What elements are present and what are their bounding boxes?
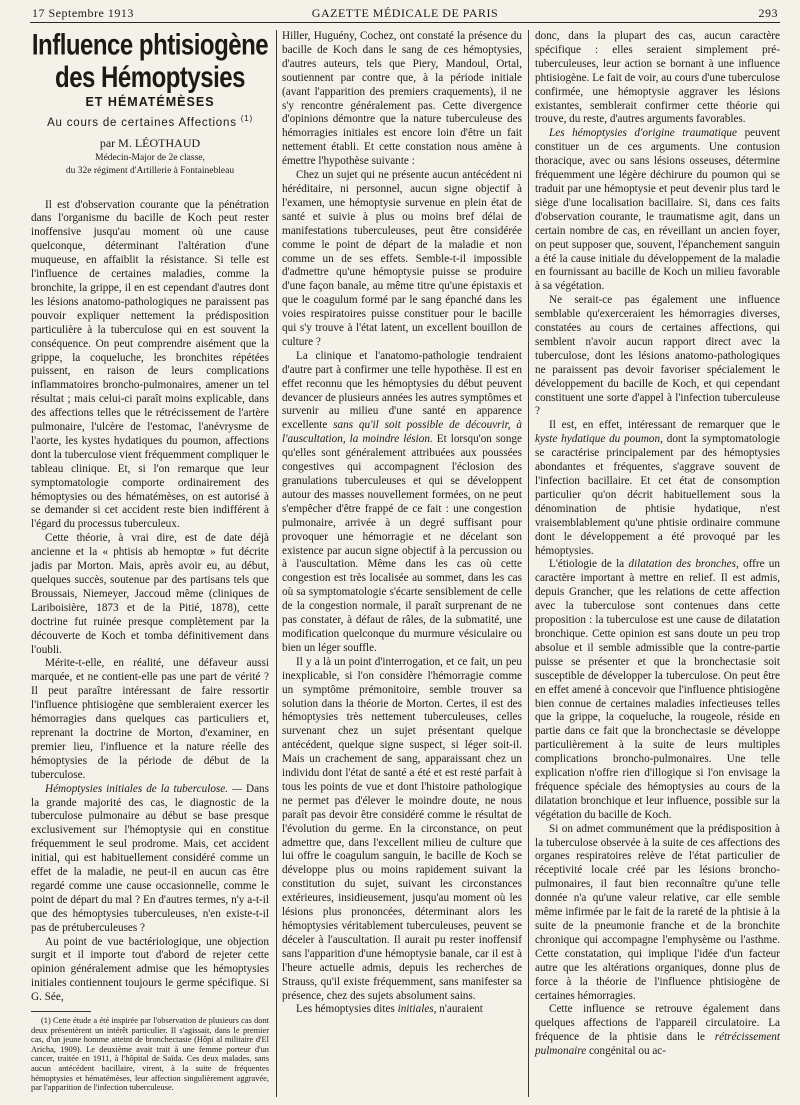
paragraph: Chez un sujet qui ne présente aucun antécédent ni héréditaire, ni personnel, aucun signe objectif à l'examen, une hémoptysie survenue en plein état de santé et suivie à plus ou moins bref délai de manifestations tuberculeuses, peut être considérée comme le point de départ de la maladie et non comme un de ses effets. Semble-t-il impossible d'admettre qu'une hémoptysie puisse se produire d'une façon banale, au même titre qu'une épistaxis et que le coagulum formé par le sang épanché dans les voies respiratoires puisse constituer pour le bacille qui s'y trouve à l'état latent, un excellent bouillon de culture ?: [282, 169, 522, 348]
article-title: Influence phtisiogène des Hémoptysies: [31, 28, 269, 95]
paragraph: Il est, en effet, intéressant de remarquer que le kyste hydatique du poumon, dont la symptomatologie se caractérise principalement par des hémoptysies abondantes et fréquentes, s'aggrave souvent de l'infection bacillaire. Et cet état de consomption particulier qu'on décrit habituellement sous la dénomination de phtisie hydatique, n'est vraisemblablement qu'une phtisie ordinaire commune dont le développement a été provoqué par les hémoptysies.: [535, 419, 780, 557]
section-lead: Hémoptysies initiales de la tuberculose. —: [45, 782, 242, 795]
paragraph: donc, dans la plupart des cas, aucun caractère spécifique : elles seraient simplement pré-tuberculeuses, leur action se bornant à une influence phtisiogène. Le fait de voir, au cours d'une tuberculose confirmée, une hémoptysie aggraver les lésions existantes, semblerait confirmer cette théorie qui trouve, du reste, d'autres arguments favorables.: [535, 30, 780, 126]
paragraph: Au point de vue bactériologique, une objection surgit et il importe tout d'abord de rejeter cette opinion généralement admise que les hémoptysies initiales contiennent toujours le germe spécifique. Si G. Sée,: [31, 935, 269, 1004]
column-3: [535, 30, 780, 1059]
article-subtitle: ET HÉMATÉMÈSES: [85, 95, 215, 109]
column-1: [31, 30, 269, 1093]
author-affiliation-1: Médecin-Major de 2e classe,: [95, 152, 205, 163]
paragraph: Cette théorie, à vrai dire, est de date déjà ancienne et la « phtisis ab hemoptœ » fut décrite jadis par Morton. Mais, après avoir eu, au début, quelques succès, soutenue par des partisans tels que Broussais, Niemeyer, Jaccoud même (cliniques de Lariboisière, 1873 et de la Pitié, 1878), cette doctrine fut ruinée presque complètement par la découverte de Koch et tomba définitivement dans l'oubli.: [31, 532, 269, 656]
paragraph: Les hémoptysies dites initiales, n'auraient: [296, 1003, 483, 1016]
paragraph: Hiller, Huguény, Cochez, ont constaté la présence du bacille de Koch dans le sang de ces hémoptysies, d'autres auteurs, tels que Piery, Mandoul, Ortal, soutiennent par contre que, à la période initiale (avant l'apparition des premiers craquements), il ne s'y rencontre généralement pas. Cette divergence d'opinions démontre que la nature tuberculeuse des hémorragies initiales est encore loin d'être un fait nettement établi. Et cette constation nous amène à émettre l'hypothèse suivante :: [282, 30, 522, 168]
paragraph: Il y a là un point d'interrogation, et ce fait, un peu inexplicable, si l'on considère l'hémorragie comme un symptôme prémonitoire, semble trouver sa solution dans la théorie de Morton. Certes, il est des hémoptysies très nettement tuberculeuses, celles survenant chez un sujet présentant quelque antécédent, quelque signe suspect, si léger soit-il. Mais un crachement de sang, apparaissant chez un individu dont l'état de santé a été et est resté parfait à tous les points de vue et dont l'histoire pathologique ne permet pas d'élever le moindre doute, ne nous paraît pas devoir être considéré comme le résultat de l'évolution du germe. En la circonstance, on peut admettre que, dans l'excellent milieu de culture que lui offre le coagulum sanguin, le bacille de Koch se développe plus ou moins rapidement suivant la constitution du sujet, suivant les circonstances extérieures, insidieusement, jusqu'au moment où les lésions plus prononcées, déterminant alors les hémoptysies véritablement tuberculeuses, peuvent se déceler à l'auscultation. Il aurait pu rester inoffensif sans l'apparition d'une hémoptysie banale, car il est à l'heure actuelle admis, depuis les recherches de Strauss, qu'il existe fréquemment, sans manifester sa présence, chez des sujets absolument sains.: [282, 655, 522, 1002]
paragraph: Si on admet communément que la prédisposition à la tuberculose observée à la suite de ces affections des organes respiratoires relève de l'état particulier de réceptivité locale créé par les lésions broncho-pulmonaires, il faut bien reconnaître qu'une telle donnée n'a qu'une valeur relative, car elle semble même infirmée par le fait de la rareté de la phtisie à la suite de la pneumonie franche et de la bronchite chronique qui accompagne l'emphysème ou l'asthme. Cette constatation, qui implique l'idée d'un facteur autre que les altérations organiques, donne plus de force à la théorie de l'influence phtisiogène de certaines hémorragies.: [535, 822, 780, 1002]
paragraph: L'étiologie de la dilatation des bronches, offre un caractère important à mettre en relief. Il est admis, depuis Grancher, que les relations de cette affection avec la tuberculose sont contenues dans cette proposition : la tuberculose est une cause de dilatation bronchique. Cette opinion est sans doute un peu trop absolue et il semble admissible que la contre-partie puisse se présenter et que la bronchectasie soit susceptible de développer la tuberculose. On peut être en effet amené à concevoir que l'influence phtisiogène bien connue de certaines maladies infectieuses telles que la grippe, la coqueluche, la rougeole, réside en partie dans ce fait que la bronchectasie se développe particulièrement à la suite de leurs multiples complications broncho-pulmonaires. Une telle explication n'offre rien d'illogique si l'on envisage la fréquence spéciale des hémoptysies au cours de la dilatation bronchique et leur influence, possible sur la végétation du bacille de Koch.: [535, 558, 780, 821]
article-subtitle-2: [31, 112, 269, 131]
paragraph: Ne serait-ce pas également une influence semblable qu'exerceraient les hémorragies diverses, constatées au cours de certaines affections, qui semblent n'avoir aucun rapport direct avec la tuberculose, dont les lésions anatomo-pathologiques ne paraissent pas devoir favoriser spécialement le développement du bacille de Koch, et qui cependant constituent une sorte d'appel à l'infection tuberculeuse ?: [535, 294, 780, 418]
paragraph: La clinique et l'anatomo-pathologie tendraient d'autre part à confirmer une telle hypothèse. Il est en effet reconnu que les hémoptysies du début peuvent devancer de plusieurs années les autres symptômes et survenir au milieu d'une santé en apparence excellente sans qu'il soit possible de découvrir, à l'auscultation, la moindre lésion. Et lorsqu'on songe qu'elles sont généralement attribuées aux poussées congestives qui accompagnent l'éclosion des granulations tuberculeuses et qui se développent autour des masses nouvellement formées, on ne peut s'empêcher d'être frappé de ce fait : une congestion pulmonaire, arrivée à un degré suffisant pour provoquer une hémorragie et ne décelant son existence par aucun signe objectif à la percussion ou à l'auscultation. Même dans les cas où cette congestion est très localisée au sommet, dans les cas où sa symptomatologie s'écarte sensiblement de celle de la congestion normale, il paraît surprenant de ne pas constater, à défaut de râles, de la submatité, une modification quelconque du murmure vésiculaire ou bien un léger souffle.: [282, 349, 522, 654]
subtitle-2-text: Au cours de certaines Affections: [47, 116, 237, 129]
author-affiliation-2: du 32e régiment d'Artillerie à Fontainebleau: [65, 165, 235, 176]
page-number: 293: [758, 6, 778, 20]
column-divider: [528, 30, 529, 1097]
footnote: (1) Cette étude a été inspirée par l'observation de plusieurs cas dont deux présentèrent un intérêt particulier. Il s'agissait, dans le premier cas, d'un jeune homme atteint de bronchectasie (Hôpi al militaire d'El Aricha, 1909). Le deuxième avait trait à une femme porteur d'un cancer, traitée en 1911, à l'hôpital de Saïda. Ces deux malades, sans aucun antécédent bacillaire, virent, à la suite de fréquentes hémoptysies et hématémèses, leur affection singulièrement aggravée, par l'apparition de l'infection tuberculeuse.: [31, 1016, 269, 1093]
paragraph: Hémoptysies initiales de la tuberculose. — Dans la grande majorité des cas, le diagnostic de la tuberculose pulmonaire au début se base presque exclusivement sur l'hémoptysie qui en constitue fréquemment le seul prodrome. Mais, cet accident initial, qui est habituellement considéré comme un effet de la maladie, ne peut-il en aucun cas être regardé comme une cause occasionnelle, comme le point de départ du mal ? En d'autres termes, n'y a-t-il que des hémoptysies tuberculeuses, n'en existe-t-il pas de prétuberculeuses ?: [31, 782, 269, 934]
paragraph: Les hémoptysies d'origine traumatique peuvent constituer un de ces arguments. Une contusion thoracique, avec ou sans lésions osseuses, détermine fréquemment une légère déchirure du poumon qui se traduit par une hémoptysie et peut devenir plus tard le siège d'une localisation bacillaire. Si, dans ces faits d'observation courante, le traumatisme agit, dans un certain nombre de cas, en réveillant un ancien foyer, on peut supposer que, souvent, l'épanchement sanguin a été la cause initiale du développement de la maladie en fournissant au bacille de Koch un milieu favorable à sa végétation.: [535, 127, 781, 293]
article-author: par M. LÉOTHAUD: [99, 135, 201, 150]
footnote-marker: (1): [240, 113, 253, 123]
running-head: [32, 6, 778, 22]
paragraph: Cette influence se retrouve également dans quelques affections de l'appareil circulatoire. La fréquence de la phtisie dans le rétrécissement pulmonaire congénital ou ac-: [535, 1003, 780, 1058]
paragraph: Mérite-t-elle, en réalité, une défaveur aussi marquée, et ne contient-elle pas une part de vérité ? Il peut paraître intéressant de faire ressortir l'influence phtisiogène que sembleraient exercer les hémorragies dans quelques cas particuliers et, reprenant la doctrine de Morton, d'examiner, en premier lieu, l'influence et la nature réelle des hémoptysies de la période de début de la tuberculose.: [31, 657, 269, 781]
journal-title: GAZETTE MÉDICALE DE PARIS: [311, 6, 499, 20]
footnote-rule: [31, 1011, 91, 1012]
header-rule: [30, 22, 780, 23]
paragraph: Il est d'observation courante que la pénétration dans l'organisme du bacille de Koch peut rester inoffensive jusqu'au moment où une cause quelconque, déterminant l'altération d'une muqueuse, en affaiblit la résistance. Si telle est l'influence de certaines maladies, comme la bronchite, la grippe, il en est cependant d'autres dont les lésions anatomo-pathologiques ne paraissent pas pouvoir expliquer nettement la prédisposition particulière à la tuberculose qui en est souvent la conséquence. On peut comprendre aisément que la grippe, la coqueluche, les bronchites répétées puissent, en raison de leurs complications inflammatoires broncho-pulmonaires, amener un tel résultat ; mais celui-ci paraît moins explicable, dans des affections telles que le rétrécissement de l'artère pulmonaire, l'ulcère de l'estomac, l'anévrysme de l'aorte, les kystes hydatiques du poumon, affections dont la tuberculose vient fréquemment compliquer le tableau clinique. Et, si l'on remarque que leur symptomatologie comporte ordinairement des hémoptysies ou des hématémèses, on est autorisé à se demander si cet accident reste bien indifférent à l'égard du processus tuberculeux.: [31, 198, 269, 531]
issue-date: 17 Septembre 1913: [32, 6, 134, 20]
column-divider: [276, 30, 277, 1097]
column-2: [282, 30, 522, 1017]
section-lead: Les hémoptysies d'origine traumatique: [549, 127, 737, 140]
